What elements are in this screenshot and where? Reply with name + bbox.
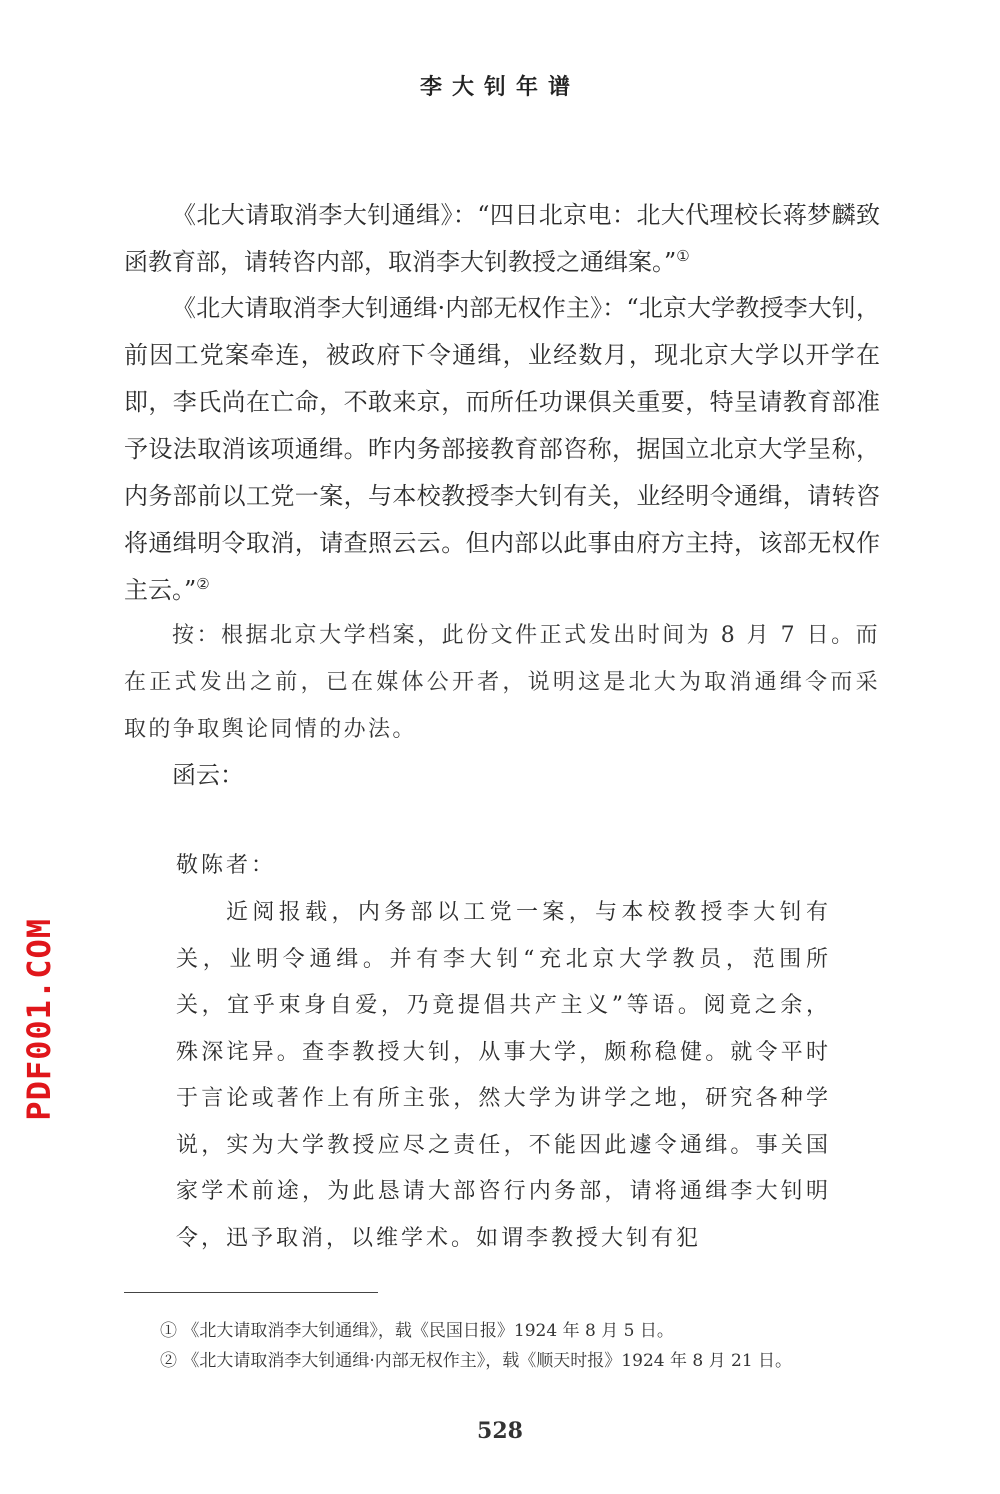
footnote-1-text: 《北大请取消李大钊通缉》，载《民国日报》1924 年 8 月 5 日。 [182, 1321, 674, 1341]
running-title: 李大钊年谱 [419, 75, 580, 100]
watermark-text: PDF001.COM [20, 918, 58, 1121]
paragraph-news-2-text: 《北大请取消李大钊通缉·内部无权作主》：“北京大学教授李大钊，前因工党案牵连，被政府下令通缉，业经数月，现北京大学以开学在即，李氏尚在亡命，不敢来京，而所任功课俱关重要，特呈请教育部准予设法取消该项通缉。昨内务部接教育部咨称，据国立北京大学呈称，内务部前以工党一案，与本校教授李大钊有关，业经明令通缉，请转咨将通缉明令取消，请查照云云。但内部以此事由府方主持，该部无权作主云。” [124, 294, 880, 604]
letter-intro: 函云： [172, 761, 244, 789]
footnote-divider [124, 1292, 378, 1293]
letter-salutation: 敬陈者： [176, 853, 277, 878]
footnote-1-mark: ① [160, 1321, 177, 1341]
footnote-ref-2[interactable]: ② [196, 575, 210, 593]
footnote-1 [160, 1318, 920, 1344]
paragraph-news-1-text: 《北大请取消李大钊通缉》：“四日北京电：北大代理校长蒋梦麟致函教育部，请转咨内部，取消李大钊教授之通缉案。” [124, 201, 880, 276]
footnote-2 [160, 1348, 920, 1374]
footnote-2-mark: ② [160, 1351, 177, 1371]
paragraph-news-2 [124, 285, 880, 614]
footnote-ref-1[interactable]: ① [676, 247, 690, 265]
footnote-2-text: 《北大请取消李大钊通缉·内部无权作主》，载《顺天时报》1924 年 8 月 21 日。 [182, 1351, 793, 1371]
page-number: 528 [477, 1418, 523, 1444]
editor-note: 按：根据北京大学档案，此份文件正式发出时间为 8 月 7 日。而在正式发出之前，已在媒体公开者，说明这是北大为取消通缉令而采取的争取舆论同情的办法。 [124, 623, 880, 742]
letter-body: 近阅报载，内务部以工党一案，与本校教授李大钊有关，业明令通缉。并有李大钊“充北京大学教员，范围所关，宜乎束身自爱，乃竟提倡共产主义”等语。阅竟之余，殊深诧异。查李教授大钊，从事大学，颇称稳健。就令平时于言论或著作上有所主张，然大学为讲学之地，研究各种学说，实为大学教授应尽之责任，不能因此遽令通缉。事关国家学术前途，为此恳请大部咨行内务部，请将通缉李大钊明令，迅予取消，以维学术。如谓李教授大钊有犯 [176, 900, 831, 1251]
paragraph-news-1 [124, 192, 880, 286]
